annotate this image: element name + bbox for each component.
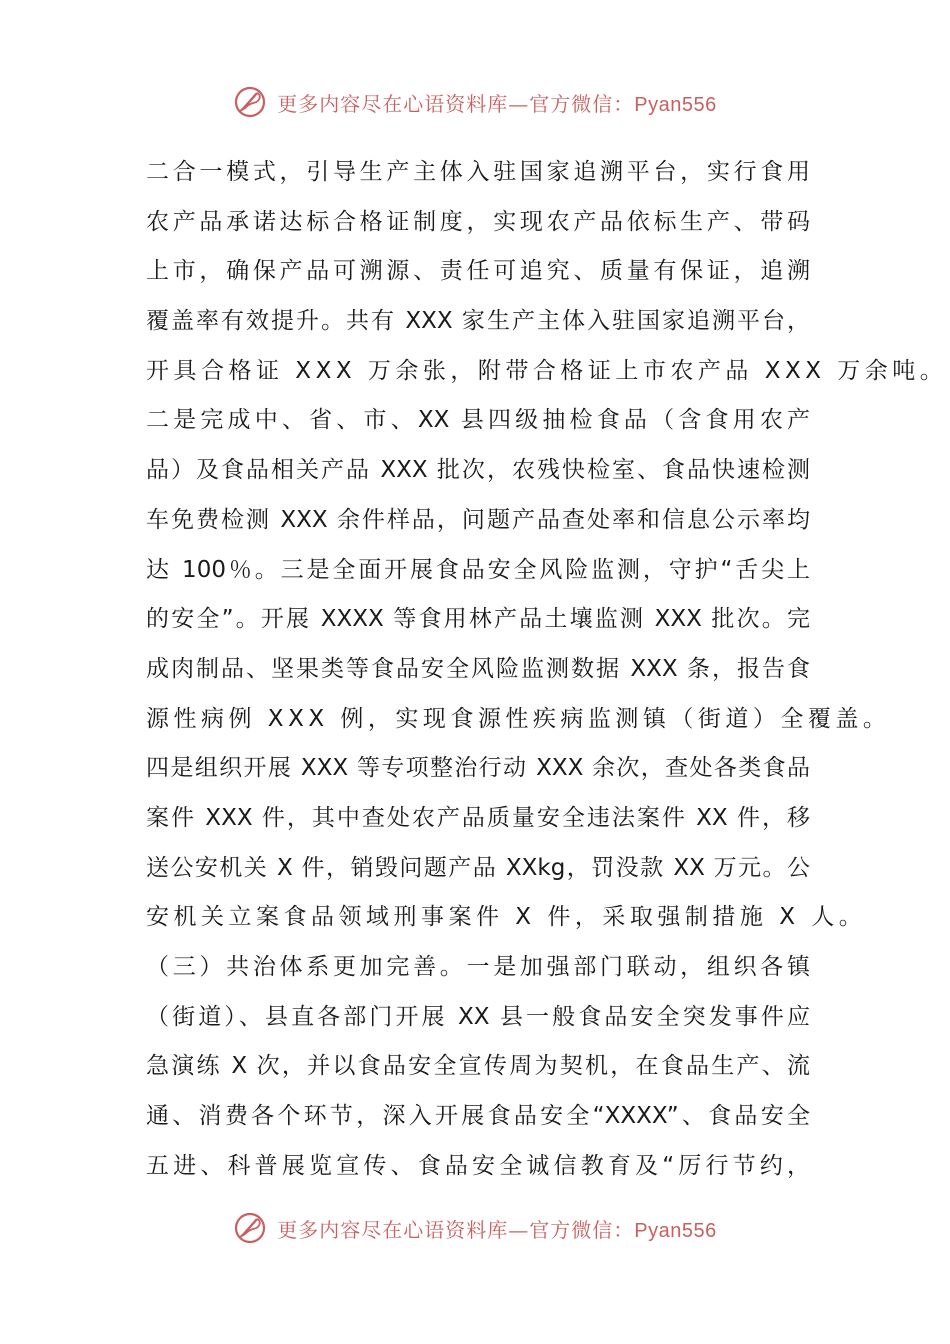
banner-slogan: 更多内容尽在心语资料库—官方微信： (277, 1217, 635, 1242)
body-text-line: 二是完成中、省、市、XX 县四级抽检食品（含食用农产 (146, 407, 810, 434)
header-banner (0, 80, 950, 124)
body-text-line: 成肉制品、坚果类等食品安全风险监测数据 XXX 条，报告食 (146, 655, 810, 682)
body-text-line: 安机关立案食品领域刑事案件 X 件，采取强制措施 X 人。 (146, 904, 867, 931)
body-text-line: 达 100％。三是全面开展食品安全风险监测，守护“舌尖上 (146, 556, 810, 583)
body-text-line: 急演练 X 次，并以食品安全宣传周为契机，在食品生产、流 (146, 1053, 810, 1080)
body-text-line: 的安全”。开展 XXXX 等食用林产品土壤监测 XXX 批次。完 (146, 606, 810, 633)
banner-wechat-id: Pyan556 (634, 1219, 717, 1242)
body-text-line: 通、消费各个环节，深入开展食品安全“XXXX”、食品安全 (146, 1103, 810, 1130)
body-text-line: 五进、科普展览宣传、食品安全诚信教育及“厉行节约， (146, 1152, 810, 1179)
banner-slogan: 更多内容尽在心语资料库—官方微信： (277, 91, 635, 116)
quill-logo-icon (233, 1211, 267, 1245)
banner-text (277, 1214, 716, 1243)
body-text-line: 案件 XXX 件，其中查处农产品质量安全违法案件 XX 件，移 (146, 804, 810, 831)
body-text-line: 品）及食品相关产品 XXX 批次，农残快检室、食品快速检测 (146, 457, 810, 484)
body-text-line: 开具合格证 XXX 万余张，附带合格证上市农产品 XXX 万余吨。 (146, 357, 948, 384)
quill-logo-icon (233, 85, 267, 119)
body-text-line: （三）共治体系更加完善。一是加强部门联动，组织各镇 (146, 954, 810, 980)
banner-wechat-id: Pyan556 (634, 93, 717, 116)
body-text-line: （街道）、县直各部门开展 XX 县一般食品安全突发事件应 (146, 1003, 810, 1030)
body-text-line: 覆盖率有效提升。共有 XXX 家生产主体入驻国家追溯平台， (146, 308, 810, 335)
body-text-line: 源性病例 XXX 例，实现食源性疾病监测镇（街道）全覆盖。 (146, 705, 891, 732)
body-text-line: 农产品承诺达标合格证制度，实现农产品依标生产、带码 (146, 208, 810, 235)
footer-banner (0, 1206, 950, 1250)
document-body (146, 148, 948, 1191)
banner-text (277, 88, 716, 117)
body-text-line: 送公安机关 X 件，销毁问题产品 XXkg，罚没款 XX 万元。公 (146, 854, 810, 881)
body-text-line: 二合一模式，引导生产主体入驻国家追溯平台，实行食用 (146, 159, 810, 185)
body-text-line: 四是组织开展 XXX 等专项整治行动 XXX 余次，查处各类食品 (146, 755, 810, 782)
body-text-line: 上市，确保产品可溯源、责任可追究、质量有保证，追溯 (146, 258, 810, 285)
body-text-line: 车免费检测 XXX 余件样品，问题产品查处率和信息公示率均 (146, 506, 810, 533)
